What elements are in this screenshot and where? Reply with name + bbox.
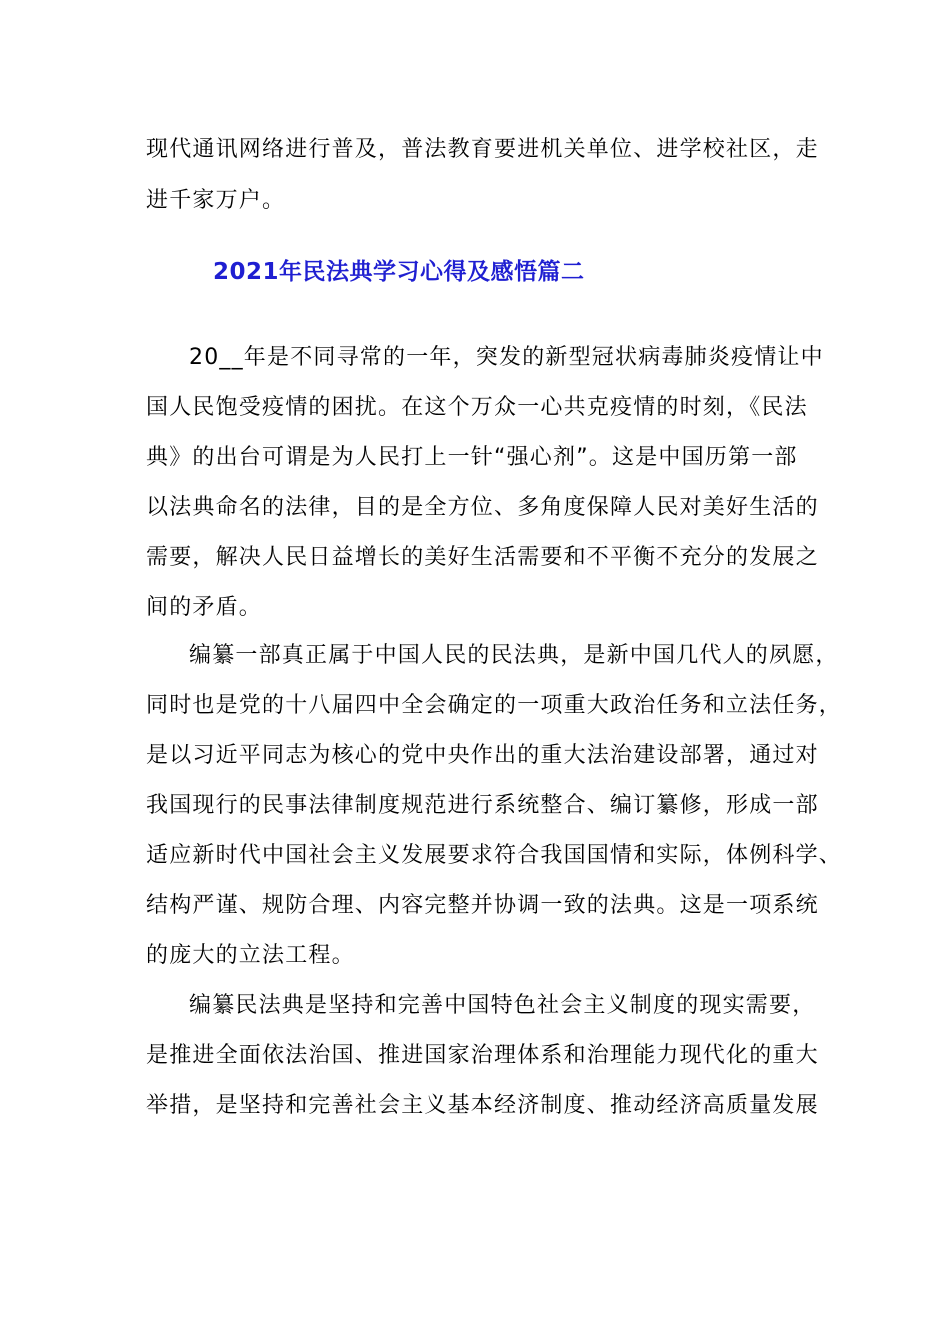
paragraph-line: 编纂民法典是坚持和完善中国特色社会主义制度的现实需要， [189, 993, 816, 1018]
paragraph-line: 的庞大的立法工程。 [146, 943, 355, 968]
paragraph-line: 结构严谨、规防合理、内容完整并协调一致的法典。这是一项系统 [146, 893, 819, 918]
paragraph-line: 编纂一部真正属于中国人民的民法典，是新中国几代人的夙愿， [189, 643, 839, 668]
paragraph-line: 适应新时代中国社会主义发展要求符合我国国情和实际，体例科学、 [146, 843, 843, 868]
paragraph-line: 举措，是坚持和完善社会主义基本经济制度、推动经济高质量发展 [146, 1093, 819, 1118]
paragraph-line: 同时也是党的十八届四中全会确定的一项重大政治任务和立法任务， [146, 693, 843, 718]
paragraph-line: 典》的出台可谓是为人民打上一针“强心剂”。这是中国历第一部 [146, 445, 798, 470]
paragraph-line: 是推进全面依法治国、推进国家治理体系和治理能力现代化的重大 [146, 1043, 819, 1068]
paragraph-line: 需要，解决人民日益增长的美好生活需要和不平衡不充分的发展之 [146, 545, 819, 570]
paragraph-line: 间的矛盾。 [146, 595, 263, 620]
intro-line: 现代通讯网络进行普及，普法教育要进机关单位、进学校社区，走 [146, 137, 819, 162]
paragraph-line: 以法典命名的法律，目的是全方位、多角度保障人民对美好生活的 [146, 495, 819, 520]
paragraph-line: 20__年是不同寻常的一年，突发的新型冠状病毒肺炎疫情让中 [189, 345, 824, 370]
paragraph-line: 我国现行的民事法律制度规范进行系统整合、编订纂修，形成一部 [146, 793, 819, 818]
section-heading: 2021年民法典学习心得及感悟篇二 [213, 259, 585, 285]
paragraph-line: 是以习近平同志为核心的党中央作出的重大法治建设部署，通过对 [146, 743, 819, 768]
paragraph-line: 国人民饱受疫情的困扰。在这个万众一心共克疫情的时刻，《民法 [146, 395, 808, 420]
intro-line: 进千家万户。 [146, 188, 286, 213]
